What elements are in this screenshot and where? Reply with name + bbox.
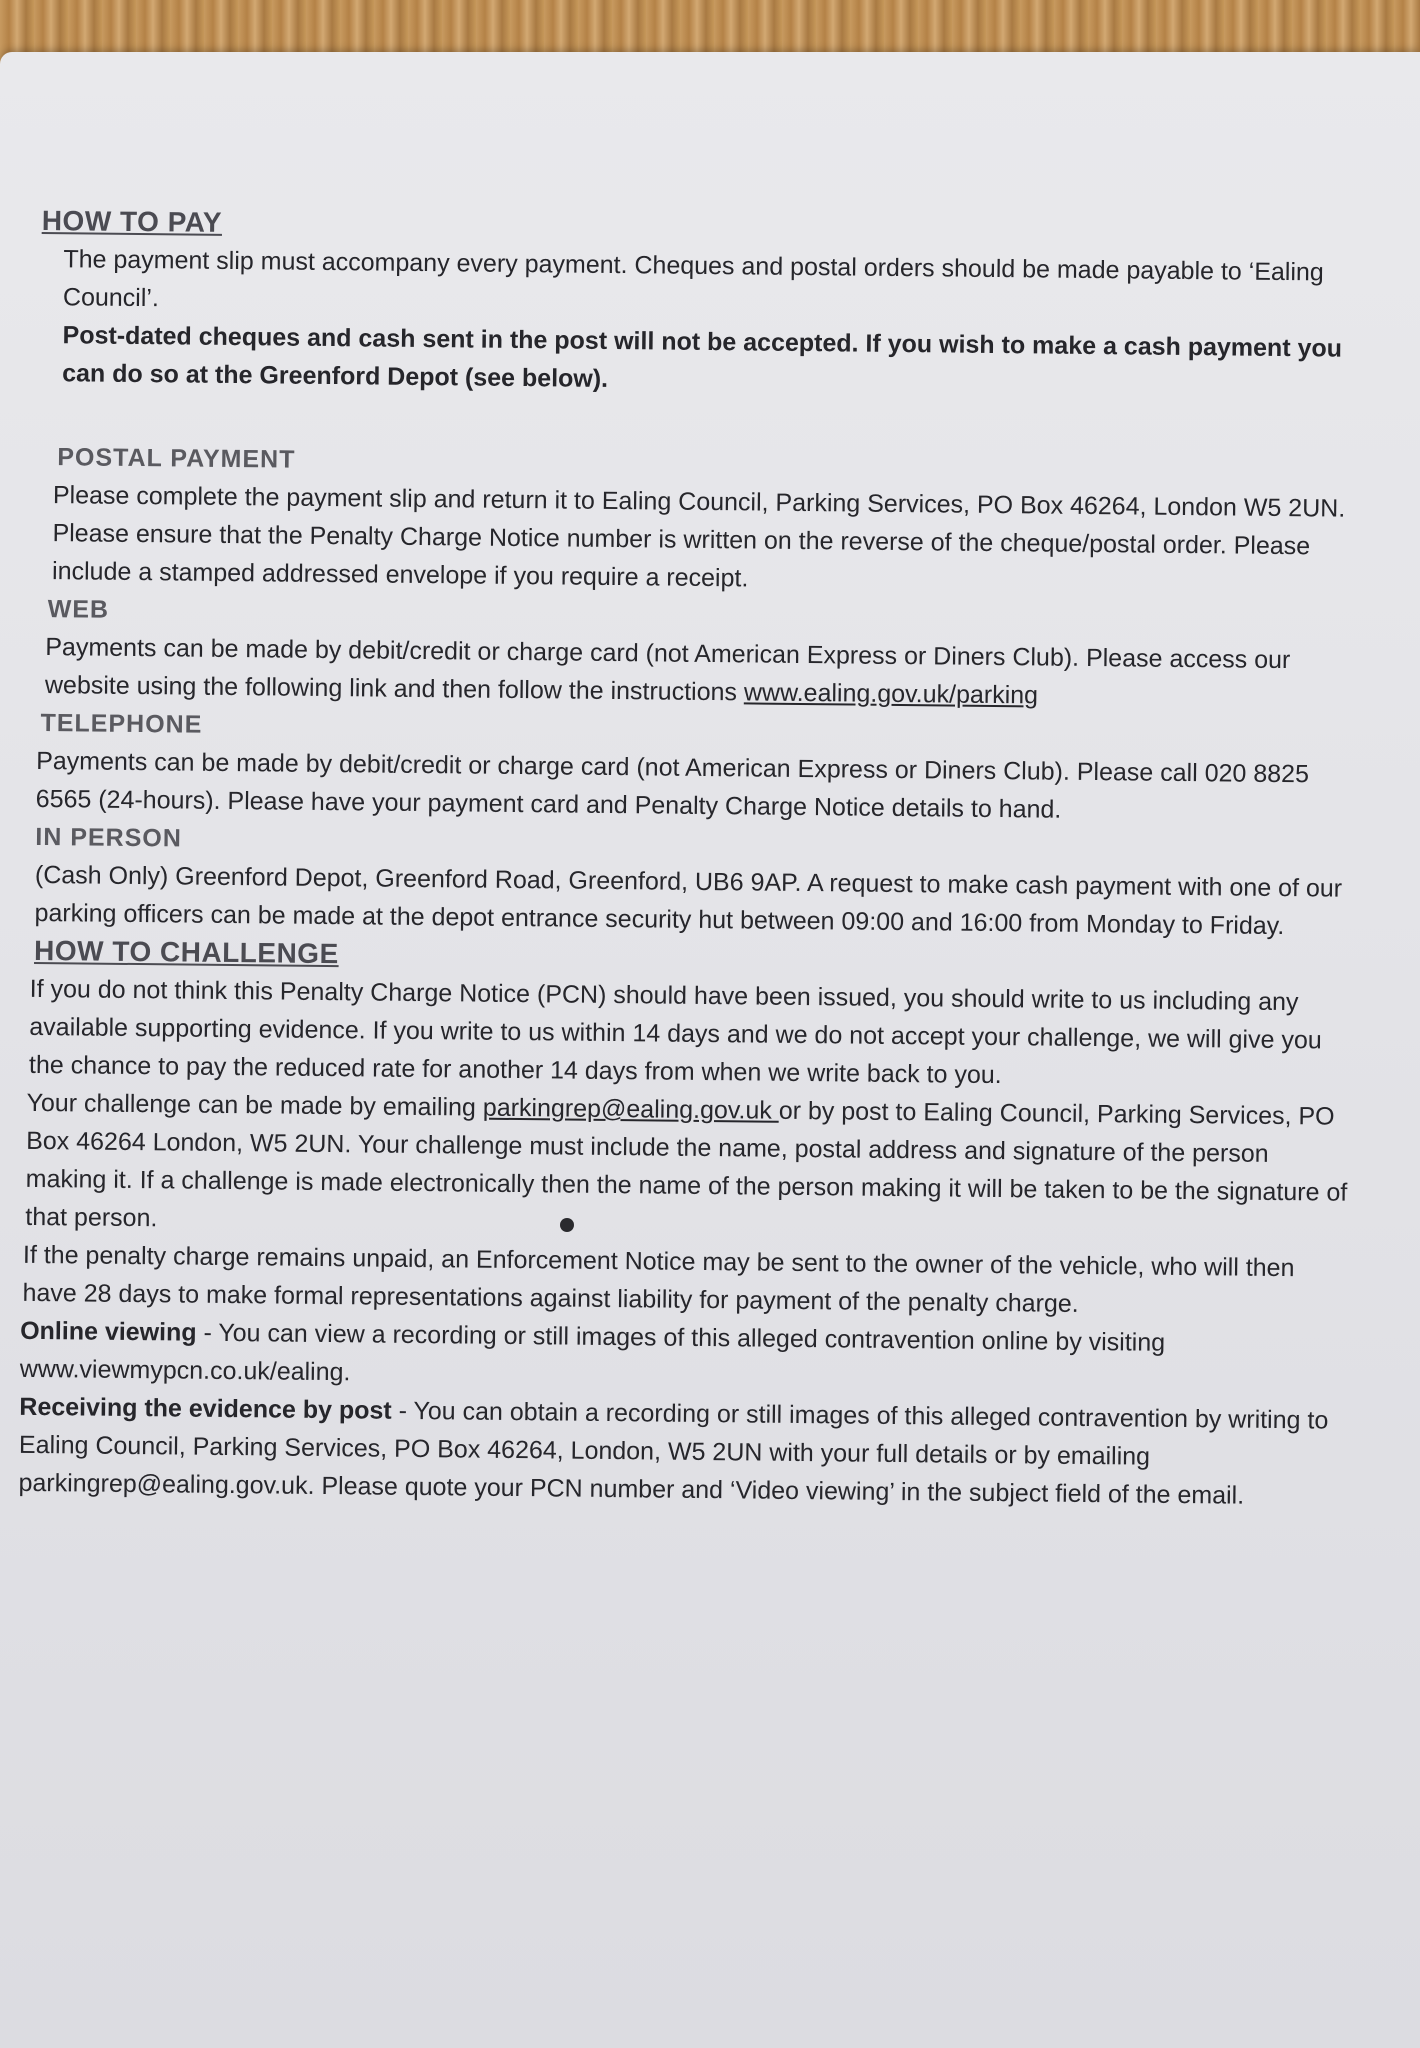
web-heading: WEB [47,595,110,624]
challenge-para-2-end: or by post to Ealing Council, Parking Services, PO Box 46264 London, W5 2UN. Your challenge must include the name, postal address and signature of the person making it. If a challenge is made electronically then the name of the person making it will be taken to be the signature of that person. [25,1096,1348,1233]
challenge-para-1: If you do not think this Penalty Charge Notice (PCN) should have been issued, you should write to us including any available supporting evidence. If you write to us within 14 days and we do not accept your challenge, we will give you the chance to pay the reduced rate for another 14 days from when we write back to you. [28,974,1322,1090]
challenge-para-2 [25,1084,1353,1250]
postal-payment-heading: POSTAL PAYMENT [57,443,296,474]
telephone-text: Payments can be made by debit/credit or charge card (not American Express or Diners Club). Please call 020 8825 6565 (24-hours). Please have your payment card and Penalty Charge Notice details to hand. [35,746,1310,824]
how-to-pay-heading: HOW TO PAY [41,204,223,238]
how-to-pay-intro [62,240,1362,406]
in-person-text: (Cash Only) Greenford Depot, Greenford Road, Greenford, UB6 9AP. A request to make cash payment with one of our parking officers can be made at the depot entrance security hut between 09:00 and 16:00 from Monday to Friday. [34,860,1343,941]
postal-payment-text: Please complete the payment slip and return it to Ealing Council, Parking Services, PO Box 46264, London W5 2UN. Please ensure that the Penalty Charge Notice number is written on the reverse of the cheque/postal order. Please include a stamped addressed envelope if you require a receipt. [51,481,1346,593]
telephone-heading: TELEPHONE [40,709,203,739]
ink-dot [560,1218,574,1232]
how-to-pay-intro-line: The payment slip must accompany every payment. Cheques and postal orders should be made payable to ‘Ealing Council’. [62,245,1324,313]
evidence-by-post [18,1388,1349,1516]
challenge-para-2-start: Your challenge can be made by emailing [26,1088,484,1122]
challenge-para-3: If the penalty charge remains unpaid, an Enforcement Notice may be sent to the owner of the vehicle, who will then have 28 days to make formal representations against liability for payment of the penalty charge. [22,1240,1295,1318]
notice-paper [0,52,1420,2048]
online-viewing-text: - You can view a recording or still images of this alleged contravention online by visiting www.viewmypcn.co.uk/ealing. [19,1318,1166,1387]
in-person-heading: IN PERSON [35,822,183,853]
how-to-challenge-heading: HOW TO CHALLENGE [33,934,339,970]
web-text [45,628,1358,718]
notice-content [18,202,1362,1516]
how-to-pay-intro-bold: Post-dated cheques and cash sent in the post will not be accepted. If you wish to make a cash payment you can do so at the Greenford Depot (see below). [62,321,1343,393]
evidence-by-post-label: Receiving the evidence by post [19,1392,392,1425]
online-viewing-label: Online viewing [20,1316,197,1347]
web-text-body: Payments can be made by debit/credit or charge card (not American Express or Diners Club). Please access our website using the following link and then follow the instructions [44,633,1291,707]
evidence-by-post-text: - You can obtain a recording or still images of this alleged contravention by writing to Ealing Council, Parking Services, PO Box 46264, London, W5 2UN with your full details or by emailing parkingrep@ealing.gov.uk. Please quote your PCN number and ‘Video viewing’ in the subject field of the email. [18,1396,1329,1510]
online-viewing [20,1312,1351,1402]
challenge-email-link[interactable]: parkingrep@ealing.gov.uk [482,1093,779,1125]
web-link[interactable]: www.ealing.gov.uk/parking [743,678,1039,710]
